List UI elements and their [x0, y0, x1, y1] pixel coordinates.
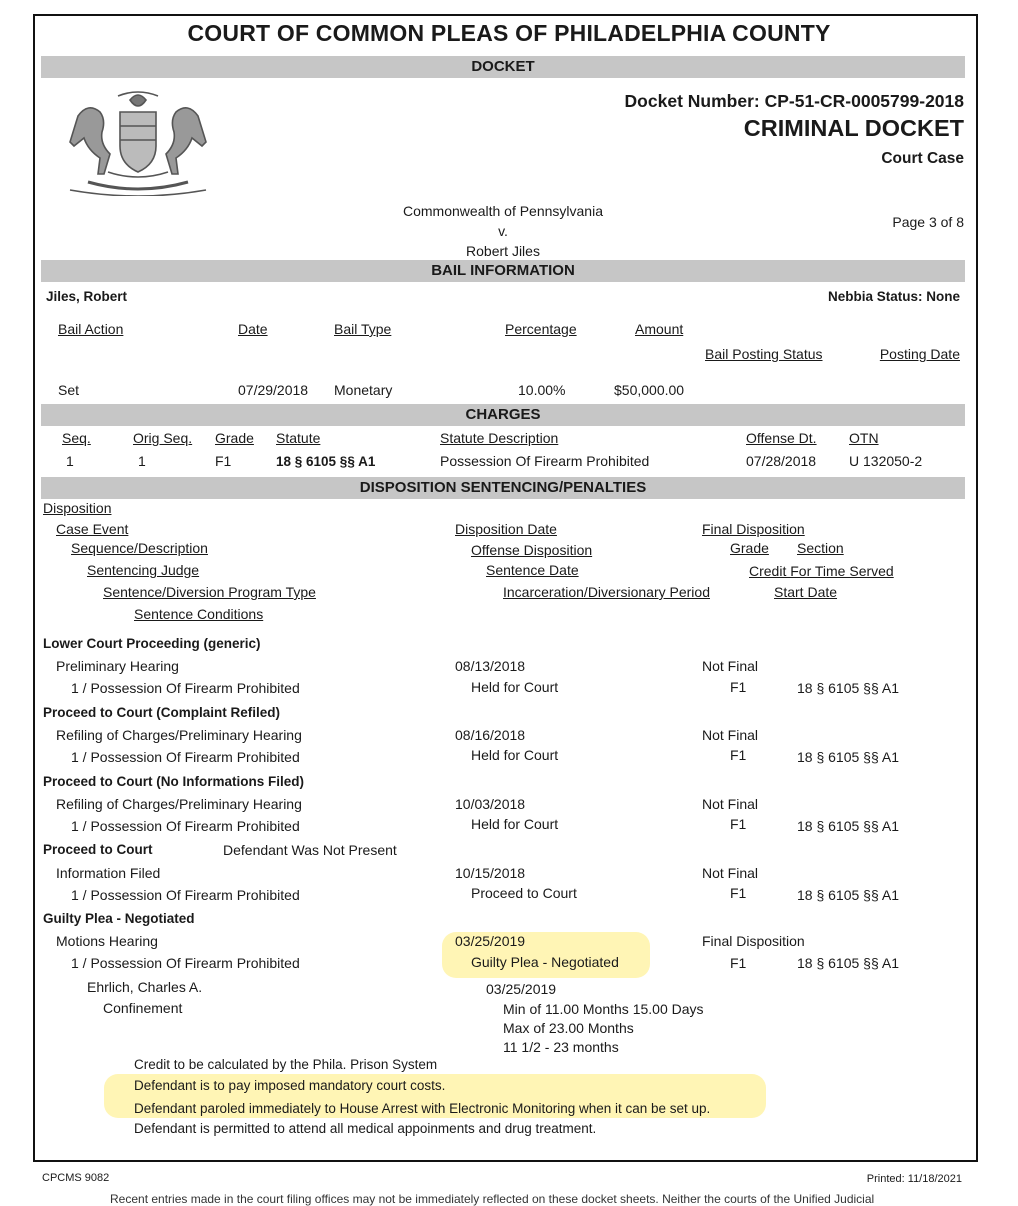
offense-section: 18 § 6105 §§ A1 [797, 680, 899, 696]
disposition-section-bar: DISPOSITION SENTENCING/PENALTIES [41, 477, 965, 499]
sentence-condition: Credit to be calculated by the Phila. Prison System [134, 1057, 438, 1072]
bail-posting-status-header: Bail Posting Status [705, 346, 823, 362]
criminal-docket-label: CRIMINAL DOCKET [743, 115, 964, 141]
offense-disposition: Held for Court [471, 816, 559, 832]
block-title: Proceed to Court [43, 842, 153, 857]
disposition-date: 08/16/2018 [455, 727, 526, 743]
sentence-condition: Defendant is to pay imposed mandatory court costs. [134, 1078, 446, 1093]
final-disposition: Not Final [702, 796, 759, 812]
bail-action-value: Set [58, 382, 80, 398]
offense-grade: F1 [730, 885, 747, 901]
start-date-header: Start Date [774, 584, 838, 600]
final-disposition: Final Disposition [702, 933, 805, 949]
offense-disposition: Held for Court [471, 679, 559, 695]
charge-otn-value: U 132050-2 [849, 453, 923, 469]
grade-header: Grade [730, 540, 769, 556]
court-title: COURT OF COMMON PLEAS OF PHILADELPHIA COUNTY [187, 20, 831, 46]
form-id: CPCMS 9082 [42, 1172, 110, 1184]
charge-statute-header: Statute [276, 430, 321, 446]
sequence-description: 1 / Possession Of Firearm Prohibited [71, 887, 300, 903]
sentence-date: 03/25/2019 [486, 981, 557, 997]
offense-disposition: Guilty Plea - Negotiated [471, 954, 619, 970]
charge-seq-header: Seq. [62, 430, 91, 446]
disposition-date: 08/13/2018 [455, 658, 526, 674]
disposition-date: 03/25/2019 [455, 933, 526, 949]
charge-seq-value: 1 [66, 453, 74, 469]
final-disposition: Not Final [702, 658, 759, 674]
bail-type-header: Bail Type [334, 321, 392, 337]
final-disposition: Not Final [702, 727, 759, 743]
sentence-condition: Defendant is permitted to attend all medical appoinments and drug treatment. [134, 1121, 597, 1136]
offense-disposition: Held for Court [471, 747, 559, 763]
offense-grade: F1 [730, 679, 747, 695]
bail-type-value: Monetary [334, 382, 393, 398]
case-event: Information Filed [56, 865, 161, 881]
program-type: Confinement [103, 1000, 183, 1016]
offense-section: 18 § 6105 §§ A1 [797, 749, 899, 765]
case-event: Refiling of Charges/Preliminary Hearing [56, 796, 302, 812]
block-title: Proceed to Court (Complaint Refiled) [43, 705, 281, 720]
case-event: Motions Hearing [56, 933, 158, 949]
final-disposition: Not Final [702, 865, 759, 881]
sequence-description: 1 / Possession Of Firearm Prohibited [71, 680, 300, 696]
disposition-header: Disposition [43, 500, 112, 516]
bail-defendant-name: Jiles, Robert [46, 289, 128, 304]
bail-amount-value: $50,000.00 [614, 382, 685, 398]
charges-section-bar: CHARGES [41, 404, 965, 426]
incarceration-max: Max of 23.00 Months [503, 1020, 634, 1036]
charge-description-header: Statute Description [440, 430, 559, 446]
sentencing-judge: Ehrlich, Charles A. [87, 979, 203, 995]
bail-posting-date-header: Posting Date [879, 346, 960, 362]
caption-versus: v. [498, 223, 508, 239]
offense-grade: F1 [730, 747, 747, 763]
docket-number: Docket Number: CP-51-CR-0005799-2018 [624, 91, 964, 111]
charge-orig-seq-header: Orig Seq. [133, 430, 193, 446]
offense-section: 18 § 6105 §§ A1 [797, 955, 899, 971]
case-event: Refiling of Charges/Preliminary Hearing [56, 727, 302, 743]
docket-bar: DOCKET [41, 56, 965, 78]
sentence-date-header: Sentence Date [486, 562, 579, 578]
disposition-date: 10/15/2018 [455, 865, 526, 881]
bail-percentage-value: 10.00% [518, 382, 566, 398]
charge-grade-header: Grade [215, 430, 254, 446]
offense-disposition: Proceed to Court [471, 885, 577, 901]
incarceration-period-header: Incarceration/Diversionary Period [503, 584, 710, 600]
disposition-date: 10/03/2018 [455, 796, 526, 812]
credit-time-served-header: Credit For Time Served [749, 563, 894, 579]
sentence-conditions-header: Sentence Conditions [134, 606, 264, 622]
bail-percentage-header: Percentage [505, 321, 577, 337]
final-disposition-header: Final Disposition [702, 521, 805, 537]
nebbia-status: Nebbia Status: None [827, 289, 960, 304]
charge-description-value: Possession Of Firearm Prohibited [440, 453, 650, 469]
bail-action-header: Bail Action [58, 321, 124, 337]
pennsylvania-seal-icon [48, 86, 228, 196]
offense-grade: F1 [730, 955, 747, 971]
case-event: Preliminary Hearing [56, 658, 179, 674]
charge-otn-header: OTN [849, 430, 879, 446]
bail-section-bar: BAIL INFORMATION [41, 260, 965, 282]
charge-grade-value: F1 [215, 453, 232, 469]
sequence-description-header: Sequence/Description [71, 540, 208, 556]
block-title: Proceed to Court (No Informations Filed) [43, 774, 305, 789]
offense-section: 18 § 6105 §§ A1 [797, 818, 899, 834]
sentencing-judge-header: Sentencing Judge [87, 562, 200, 578]
charge-orig-seq-value: 1 [138, 453, 146, 469]
court-case-label: Court Case [881, 150, 964, 167]
section-header: Section [797, 540, 844, 556]
block-title-note: Defendant Was Not Present [223, 842, 397, 858]
charge-offense-date-value: 07/28/2018 [746, 453, 817, 469]
footer-note: Recent entries made in the court filing offices may not be immediately reflected on these docket sheets. Neither the courts of the Unified Judicial [110, 1192, 875, 1206]
program-type-header: Sentence/Diversion Program Type [103, 584, 316, 600]
caption-commonwealth: Commonwealth of Pennsylvania [403, 203, 603, 219]
offense-grade: F1 [730, 816, 747, 832]
offense-section: 18 § 6105 §§ A1 [797, 887, 899, 903]
charge-offense-date-header: Offense Dt. [746, 430, 817, 446]
page-number: Page 3 of 8 [892, 214, 964, 230]
caption-defendant: Robert Jiles [466, 243, 540, 259]
offense-disposition-header: Offense Disposition [471, 542, 593, 558]
sequence-description: 1 / Possession Of Firearm Prohibited [71, 749, 300, 765]
incarceration-range: 11 1/2 - 23 months [503, 1039, 619, 1055]
printed-date: Printed: 11/18/2021 [866, 1173, 962, 1185]
bail-amount-header: Amount [635, 321, 684, 337]
bail-date-header: Date [238, 321, 268, 337]
sequence-description: 1 / Possession Of Firearm Prohibited [71, 955, 300, 971]
sequence-description: 1 / Possession Of Firearm Prohibited [71, 818, 300, 834]
incarceration-min: Min of 11.00 Months 15.00 Days [503, 1001, 704, 1017]
charge-statute-value: 18 § 6105 §§ A1 [276, 454, 376, 469]
block-title: Guilty Plea - Negotiated [43, 911, 195, 926]
block-title: Lower Court Proceeding (generic) [43, 636, 261, 651]
bail-date-value: 07/29/2018 [238, 382, 309, 398]
case-event-header: Case Event [56, 521, 129, 537]
sentence-condition: Defendant paroled immediately to House Arrest with Electronic Monitoring when it can be set up. [134, 1101, 711, 1116]
disposition-date-header: Disposition Date [455, 521, 557, 537]
